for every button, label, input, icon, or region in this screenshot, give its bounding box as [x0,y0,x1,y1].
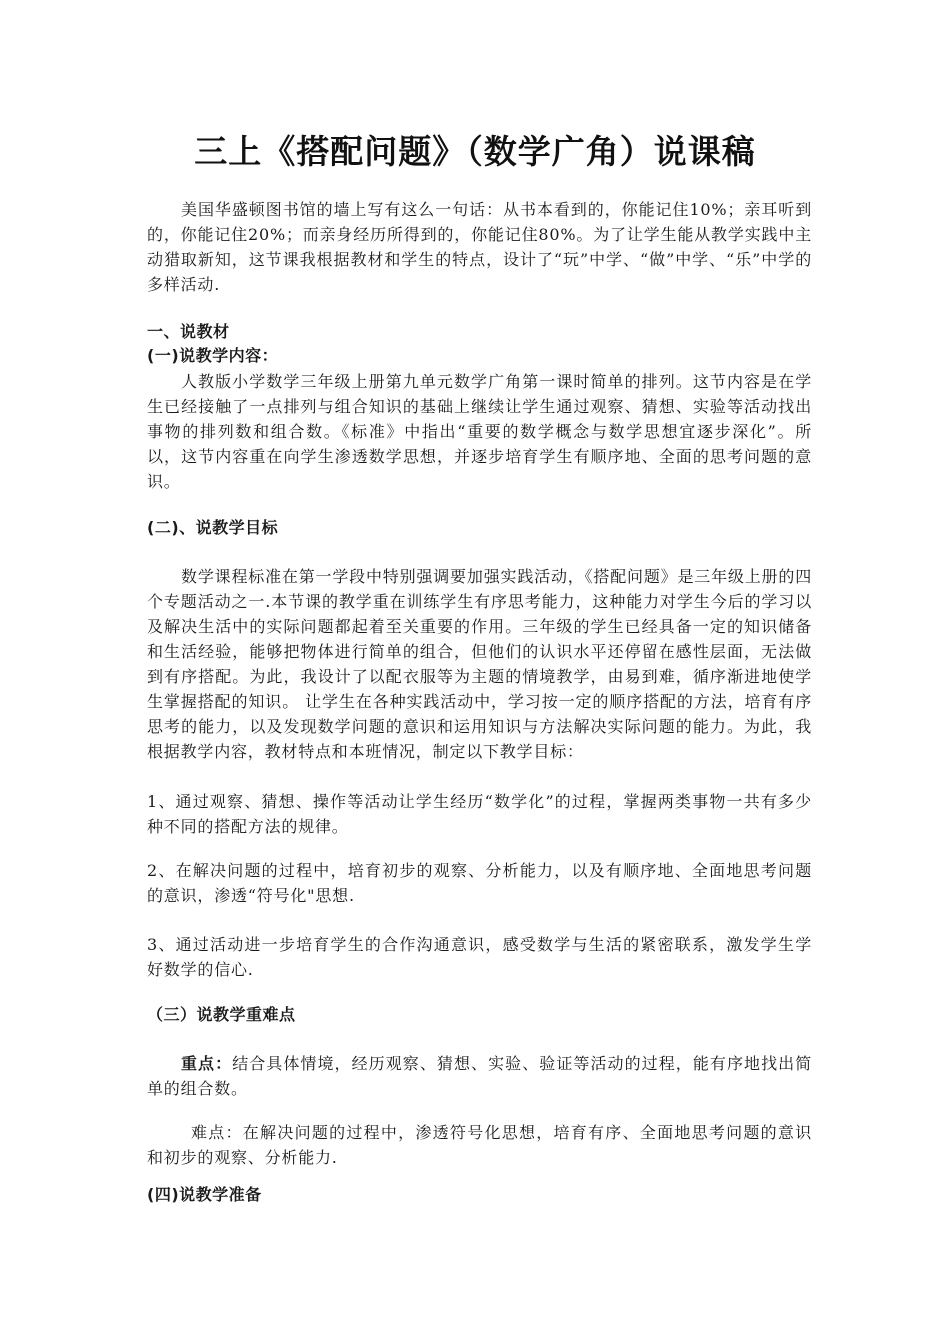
teaching-goals-paragraph: 数学课程标准在第一学段中特别强调要加强实践活动，《搭配问题》是三年级上册的四个专题活动之一.本节课的教学重在训练学生有序思考能力，这种能力对学生今后的学习以及解决生活中的实际问题都起着至关重要的作用。三年级的学生已经具备一定的知识储备和生活经验，能够把物体进行简单的组合，但他们的认识水平还停留在感性层面，无法做到有序搭配。为此，我设计了以配衣服等为主题的情境教学，由易到难，循序渐进地使学生掌握搭配的知识。 让学生在各种实践活动中，学习按一定的顺序搭配的方法，培育有序思考的能力，以及发现数学问题的意识和运用知识与方法解决实际问题的能力。为此，我根据教学内容，教材特点和本班情况，制定以下教学目标： [147,567,812,761]
intro-paragraph: 美国华盛顿图书馆的墙上写有这么一句话：从书本看到的，你能记住10%；亲耳听到的，你能记住20%；而亲身经历所得到的，你能记住80%。为了让学生能从教学实践中主动猎取新知，这节课我根据教材和学生的特点，设计了“玩”中学、“做”中学、“乐”中学的多样活动. [147,200,812,294]
subheading-teaching-preparation: (四)说教学准备 [147,1185,262,1204]
key-point-label: 重点： [181,1054,233,1073]
key-point-text: 结合具体情境，经历观察、猜想、实验、验证等活动的过程，能有序地找出简单的组合数。 [147,1054,812,1098]
document-title: 三上《搭配问题》（数学广角）说课稿 [194,132,756,171]
subheading-key-difficult-points: （三）说教学重难点 [147,1005,296,1024]
subheading-teaching-goals: (二)、说教学目标 [147,518,279,537]
goal-item-1: 1、通过观察、猜想、操作等活动让学生经历“数学化”的过程，掌握两类事物一共有多少种不同的搭配方法的规律。 [147,792,812,836]
section-heading-teaching-material: 一、说教材 [147,322,230,341]
goal-item-3: 3、通过活动进一步培育学生的合作沟通意识，感受数学与生活的紧密联系，激发学生学好数学的信心. [147,935,812,979]
key-point-paragraph [147,1051,812,1101]
difficult-point-paragraph: 难点：在解决问题的过程中，渗透符号化思想，培育有序、全面地思考问题的意识和初步的观察、分析能力. [147,1123,812,1167]
teaching-content-paragraph: 人教版小学数学三年级上册第九单元数学广角第一课时简单的排列。这节内容是在学生已经接触了一点排列与组合知识的基础上继续让学生通过观察、猜想、实验等活动找出事物的排列数和组合数。《标准》中指出“重要的数学概念与数学思想宜逐步深化”。所以，这节内容重在向学生渗透数学思想，并逐步培育学生有顺序地、全面的思考问题的意识。 [147,372,812,491]
goal-item-2: 2、在解决问题的过程中，培育初步的观察、分析能力，以及有顺序地、全面地思考问题的意识，渗透“符号化"思想. [147,861,812,905]
subheading-teaching-content: (一)说教学内容： [147,346,279,365]
